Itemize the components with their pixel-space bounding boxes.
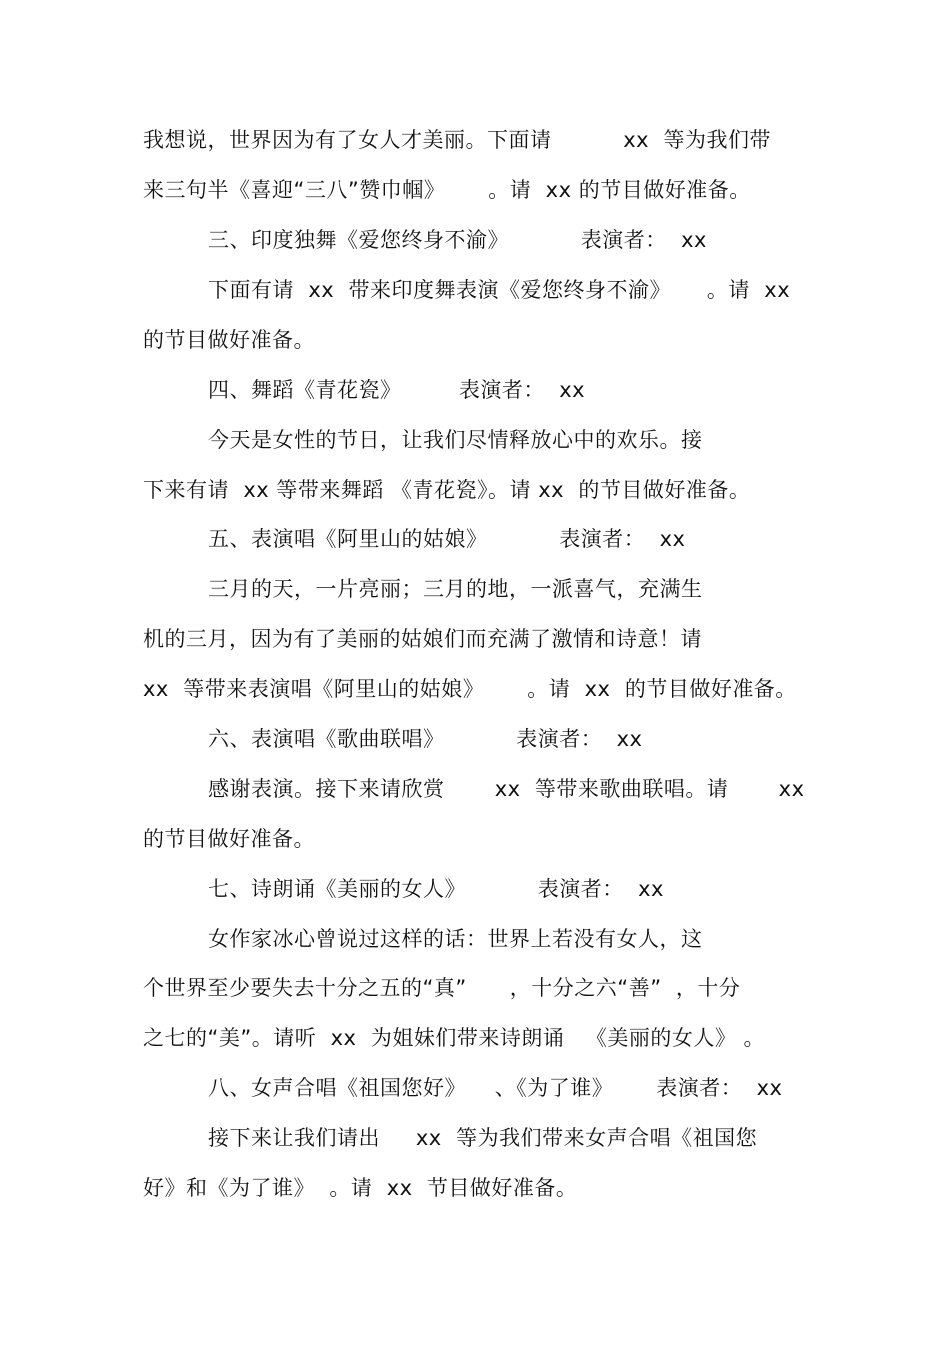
- text-line: 我想说，世界因为有了女人才美丽。下面请 xx 等为我们带: [143, 128, 771, 152]
- section-heading: 四、舞蹈《青花瓷》 表演者： xx: [208, 378, 586, 402]
- text-line: 来三句半《喜迎“三八”赞巾帼》 。请 xx 的节目做好准备。: [143, 178, 751, 202]
- text-line: 的节目做好准备。: [143, 328, 315, 352]
- section-heading: 六、表演唱《歌曲联唱》 表演者： xx: [208, 727, 643, 751]
- text-line: 感谢表演。接下来请欣赏 xx 等带来歌曲联唱。请 xx: [208, 777, 805, 801]
- text-line: 机的三月，因为有了美丽的姑娘们而充满了激情和诗意！请: [143, 627, 702, 651]
- text-line: 的节目做好准备。: [143, 827, 315, 851]
- text-line: 下面有请 xx 带来印度舞表演《爱您终身不渝》 。请 xx: [208, 278, 791, 302]
- section-heading: 七、诗朗诵《美丽的女人》 表演者： xx: [208, 877, 664, 901]
- text-line: 接下来让我们请出 xx 等为我们带来女声合唱《祖国您: [208, 1126, 758, 1150]
- text-line: 女作家冰心曾说过这样的话：世界上若没有女人，这: [208, 927, 703, 951]
- text-line: 好》和《为了谁》 。请 xx 节目做好准备。: [143, 1176, 578, 1200]
- text-line: 之七的“美”。请听 xx 为姐妹们带来诗朗诵 《美丽的女人》 。: [143, 1026, 766, 1050]
- text-line: xx 等带来表演唱《阿里山的姑娘》 。请 xx 的节目做好准备。: [143, 677, 797, 701]
- text-line: 个世界至少要失去十分之五的“真” ，十分之六“善” ，十分: [143, 976, 741, 1000]
- text-line: 今天是女性的节日，让我们尽情释放心中的欢乐。接: [208, 428, 703, 452]
- text-line: 下来有请 xx 等带来舞蹈 《青花瓷》。请 xx 的节目做好准备。: [143, 478, 751, 502]
- section-heading: 五、表演唱《阿里山的姑娘》 表演者： xx: [208, 527, 686, 551]
- text-line: 三月的天，一片亮丽；三月的地，一派喜气，充满生: [208, 577, 703, 601]
- section-heading: 八、女声合唱《祖国您好》 、《为了谁》 表演者： xx: [208, 1076, 783, 1100]
- section-heading: 三、印度独舞《爱您终身不渝》 表演者： xx: [208, 228, 707, 252]
